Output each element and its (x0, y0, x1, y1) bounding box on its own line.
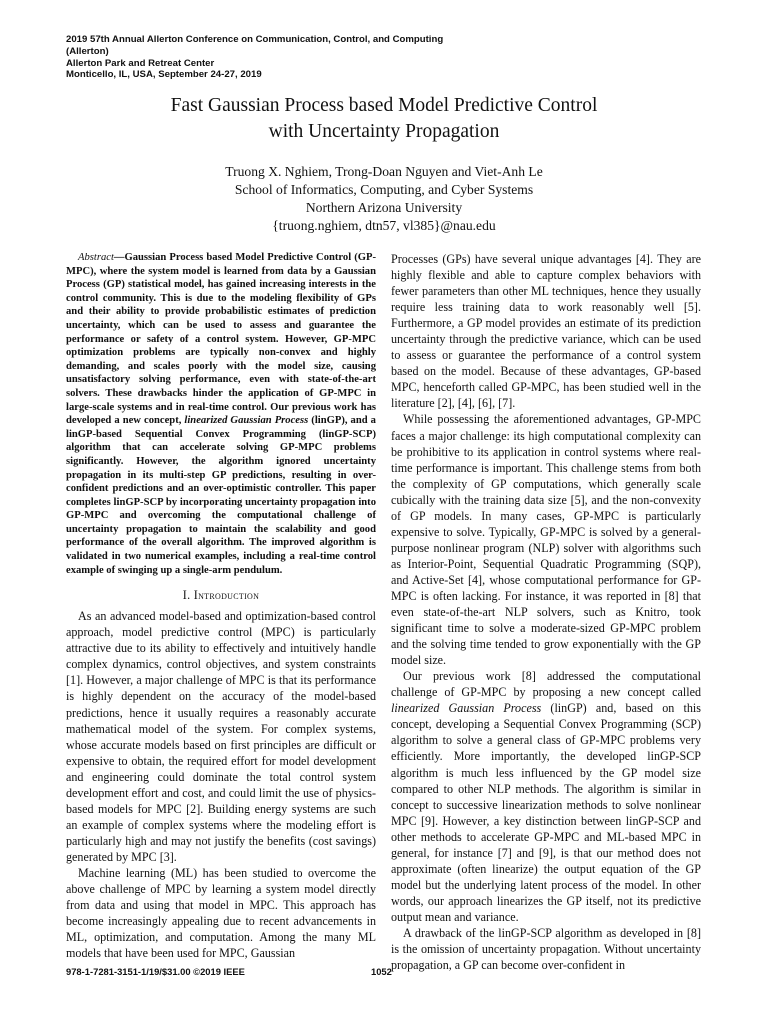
abstract-emphasis: linearized Gaussian Process (184, 415, 309, 427)
conference-venue: Allerton Park and Retreat Center (66, 57, 215, 69)
abstract-text: Gaussian Process based Model Predictive Control (GP-MPC), where the system model is learned from data by a Gaussian Process (GP) statistical model, has gained increasing interests in the control community. This is due to the modeling flexibility of GPs and their ability to provide probabilistic estimates of prediction uncertainty, which can be used to assess and guarantee the performance or safety of a control system. However, GP-MPC optimization problems are typically non-convex and highly demanding, and scales poorly with the model size, causing unsatisfactory solving performance, even with state-of-the-art solvers. These drawbacks hinder the application of GP-MPC in large-scale systems and in real-time control. Our previous work has developed a new concept, (66, 252, 376, 427)
section-heading (66, 587, 376, 603)
paragraph: Machine learning (ML) has been studied to overcome the above challenge of MPC by learning a system model directly from data and using that model in MPC. This approach has become increasingly appealing due to recent advancements in ML, optimization, and computation. Among the many ML models that have been used for MPC, Gaussian (66, 866, 376, 961)
conference-line: 2019 57th Annual Allerton Conference on Communication, Control, and Computing (66, 34, 444, 45)
footer-isbn: 978-1-7281-3151-1/19/$31.00 ©2019 IEEE (66, 966, 245, 977)
conference-header (66, 34, 443, 81)
paragraph (391, 668, 701, 925)
abstract-text: (linGP), and a linGP-based Sequential Convex Programming (linGP-SCP) algorithm that can accelerate solving GP-MPC problems significantly. However, the algorithm ignored uncertainty propagation in its multi-step GP predictions, resulting in over-confident predictions and an over-optimistic controller. This paper completes linGP-SCP by incorporating uncertainty propagation into GP-MPC and overcoming the computational challenge of uncertainty propagation to maintain the scalability and good performance of the overall algorithm. The improved algorithm is validated in two numerical examples, including a real-time control example of swinging up a single-arm pendulum. (66, 415, 376, 576)
page-number: 1052 (371, 966, 392, 977)
conference-line: (Allerton) (66, 45, 109, 57)
abstract (66, 251, 376, 577)
paragraph-text: Our previous work [8] addressed the computational challenge of GP-MPC by proposing a new concept called (391, 669, 701, 700)
right-column (391, 251, 701, 973)
author-names: Truong X. Nghiem, Trong-Doan Nguyen and Viet-Anh Le (225, 164, 543, 179)
abstract-label: Abstract (78, 252, 114, 263)
author-affiliation: Northern Arizona University (305, 200, 463, 215)
conference-location-date: Monticello, IL, USA, September 24-27, 2019 (66, 69, 262, 81)
author-block (0, 163, 768, 235)
title-line: Fast Gaussian Process based Model Predictive Control (170, 95, 598, 116)
paragraph: While possessing the aforementioned advantages, GP-MPC faces a major challenge: its high computational complexity can be prohibitive to its application in control systems where real-time performance is important. This challenge stems from both the complexity of GP computations, which generally scale cubically with the training data size [5], and the non-convexity of GP models. In many cases, GP-MPC is particularly expensive to solve. Typically, GP-MPC is solved by a general-purpose nonlinear program (NLP) solver with algorithms such as Interior-Point, Sequential Quadratic Programming (SQP), and Active-Set [4], whose computational performance for GP-MPC is often lacking. For instance, it was reported in [8] that even state-of-the-art NLP solvers, such as Knitro, took significant time to solve a moderate-sized GP-MPC problem and the solving time tended to grow exponentially with the GP model size. (391, 412, 701, 668)
abstract-dash: — (113, 252, 125, 263)
paragraph-emphasis: linearized Gaussian Process (391, 701, 542, 716)
paragraph: Processes (GPs) have several unique advantages [4]. They are highly flexible and able to capture complex behaviors with fewer parameters than other ML techniques, hence they usually require less training data to work reasonably well [5]. Furthermore, a GP model provides an estimate of its prediction uncertainty through the predictive variance, which can be used to assess or guarantee the performance of a control system based on the model. Because of these advantages, GP-based MPC, henceforth called GP-MPC, has been studied well in the literature [2], [4], [6], [7]. (391, 252, 701, 411)
paragraph: As an advanced model-based and optimization-based control approach, model predictive control (MPC) is particularly attractive due to its ability to effectively and intuitively handle complex dynamics, control objectives, and system constraints [1]. However, a major challenge of MPC is that its performance is highly dependent on the accuracy of the model-based predictions, hence it usually requires a reasonably accurate mathematical model of the system. For complex systems, whose accurate models based on first principles are difficult or expensive to obtain, the required effort for model development and engineering could dominate the total control system development effort and cost, and could limit the use of physics-based models for MPC [2]. Building energy systems are such an example of complex systems where the modeling effort is particularly high and may not justify the benefits (cost savings) generated by MPC [3]. (66, 609, 376, 864)
section-title: Introduction (193, 588, 260, 603)
paper-title (0, 93, 768, 145)
section-number: I. (182, 588, 191, 603)
left-column (66, 251, 376, 961)
paragraph-text: (linGP) and, based on this concept, developing a Sequential Convex Programming (SCP) algorithm to solve a general class of GP-MPC problems very efficiently. More importantly, the developed linGP-SCP algorithm is much less influenced by the GP model size compared to other NLP methods. The algorithm is similar in concept to successive linearization methods to solve nonlinear MPC [9]. However, a key distinction between linGP-SCP and other methods to accelerate GP-MPC and ML-based MPC in general, for instance [7] and [9], is that our method does not approximate (often linearize) the output equation of the GP model but the underlying latent process of the model. In other words, our approach linearizes the GP itself, not its predictive output mean and variance. (391, 701, 701, 924)
paragraph: A drawback of the linGP-SCP algorithm as developed in [8] is the omission of uncertainty propagation. Without uncertainty propagation, a GP can become over-confident in (391, 925, 701, 973)
title-line: with Uncertainty Propagation (268, 121, 500, 142)
author-affiliation: School of Informatics, Computing, and Cyber Systems (234, 182, 534, 197)
author-emails: {truong.nghiem, dtn57, vl385}@nau.edu (272, 218, 496, 233)
